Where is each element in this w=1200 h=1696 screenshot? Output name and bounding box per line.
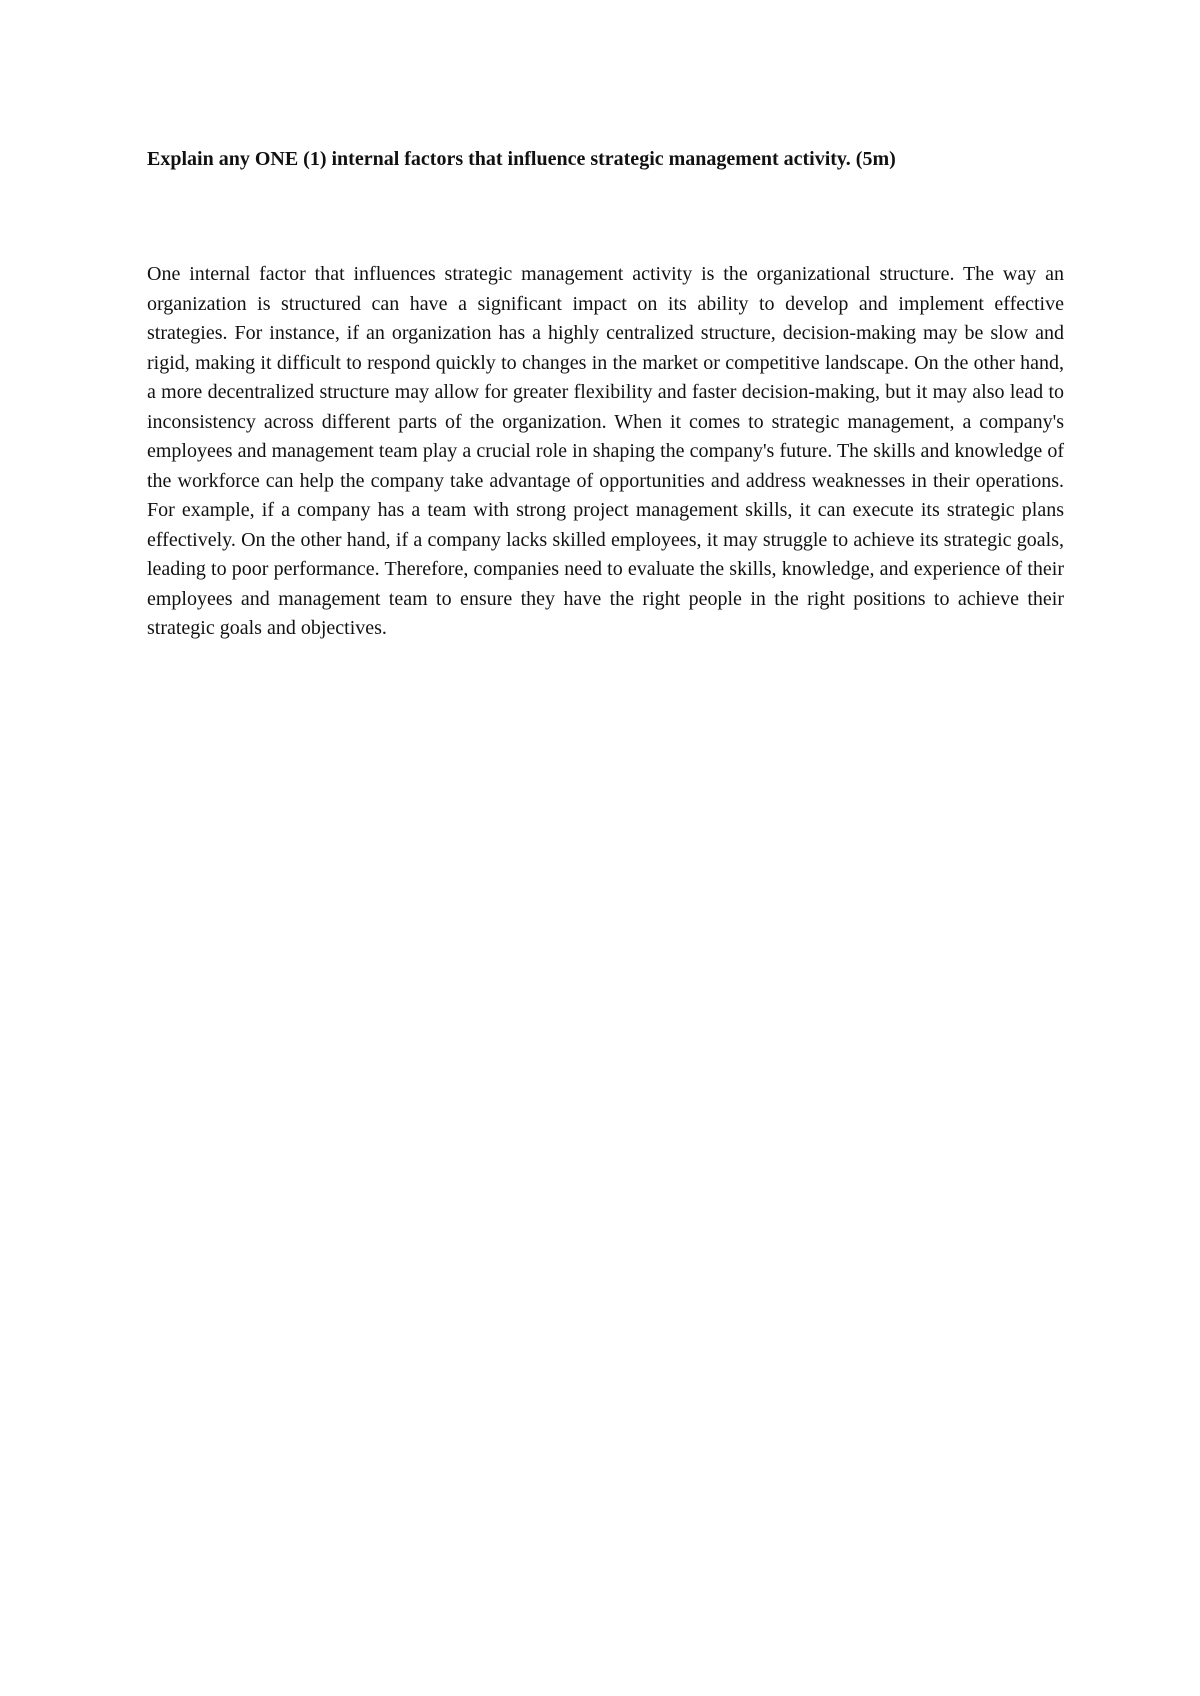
answer-paragraph: One internal factor that influences strategic management activity is the organizational structure. The way an organization is structured can have a significant impact on its ability to develop and implement effective strategies. For instance, if an organization has a highly centralized structure, decision-making may be slow and rigid, making it difficult to respond quickly to changes in the market or competitive landscape. On the other hand, a more decentralized structure may allow for greater flexibility and faster decision-making, but it may also lead to inconsistency across different parts of the organization. When it comes to strategic management, a company's employees and management team play a crucial role in shaping the company's future. The skills and knowledge of the workforce can help the company take advantage of opportunities and address weaknesses in their operations. For example, if a company has a team with strong project management skills, it can execute its strategic plans effectively. On the other hand, if a company lacks skilled employees, it may struggle to achieve its strategic goals, leading to poor performance. Therefore, companies need to evaluate the skills, knowledge, and experience of their employees and management team to ensure they have the right people in the right positions to achieve their strategic goals and objectives.: [147, 263, 1064, 639]
question-heading: Explain any ONE (1) internal factors that influence strategic management activity. (5m): [147, 148, 896, 170]
